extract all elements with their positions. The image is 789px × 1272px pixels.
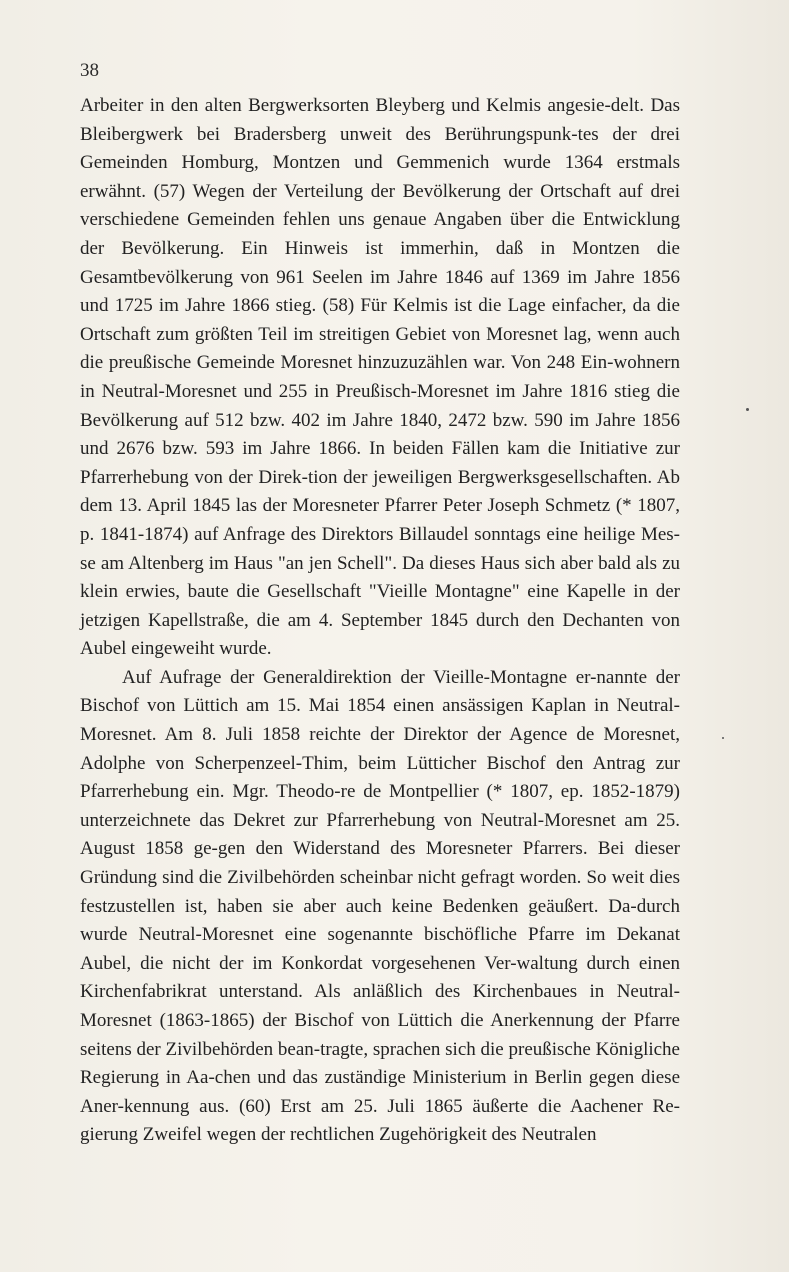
- body-text: [80, 92, 680, 1150]
- paragraph-1: Arbeiter in den alten Bergwerksorten Bleyberg und Kelmis angesie-delt. Das Bleibergwerk bei Bradersberg unweit des Berührungspunk-tes der drei Gemeinden Homburg, Montzen und Gemmenich wurde 1364 erstmals erwähnt. (57) Wegen der Verteilung der Bevölkerung der Ortschaft auf drei verschiedene Gemeinden fehlen uns genaue Angaben über die Entwicklung der Bevölkerung. Ein Hinweis ist immerhin, daß in Montzen die Gesamtbevölkerung von 961 Seelen im Jahre 1846 auf 1369 im Jahre 1856 und 1725 im Jahre 1866 stieg. (58) Für Kelmis ist die Lage einfacher, da die Ortschaft zum größten Teil im streitigen Gebiet von Moresnet lag, wenn auch die preußische Gemeinde Moresnet hinzuzuzählen war. Von 248 Ein-wohnern in Neutral-Moresnet und 255 in Preußisch-Moresnet im Jahre 1816 stieg die Bevölkerung auf 512 bzw. 402 im Jahre 1840, 2472 bzw. 590 im Jahre 1856 und 2676 bzw. 593 im Jahre 1866. In beiden Fällen kam die Initiative zur Pfarrerhebung von der Direk-tion der jeweiligen Bergwerksgesellschaften. Ab dem 13. April 1845 las der Moresneter Pfarrer Peter Joseph Schmetz (* 1807, p. 1841-1874) auf Anfrage des Direktors Billaudel sonntags eine heilige Mes-se am Altenberg im Haus "an jen Schell". Da dieses Haus sich aber bald als zu klein erwies, baute die Gesellschaft "Vieille Montagne" eine Kapelle in der jetzigen Kapellstraße, die am 4. September 1845 durch den Dechanten von Aubel eingeweiht wurde.: [80, 95, 680, 660]
- speck-mark: [722, 737, 724, 739]
- speck-mark: [746, 408, 749, 411]
- page-number: 38: [80, 60, 99, 81]
- paragraph-2: Auf Aufrage der Generaldirektion der Vieille-Montagne er-nannte der Bischof von Lüttich am 15. Mai 1854 einen ansässigen Kaplan in Neutral-Moresnet. Am 8. Juli 1858 reichte der Direktor der Agence de Moresnet, Adolphe von Scherpenzeel-Thim, beim Lütticher Bischof den Antrag zur Pfarrerhebung ein. Mgr. Theodo-re de Montpellier (* 1807, ep. 1852-1879) unterzeichnete das Dekret zur Pfarrerhebung von Neutral-Moresnet am 25. August 1858 ge-gen den Widerstand des Moresneter Pfarrers. Bei dieser Gründung sind die Zivilbehörden scheinbar nicht gefragt worden. So weit dies festzustellen ist, haben sie aber auch keine Bedenken geäußert. Da-durch wurde Neutral-Moresnet eine sogenannte bischöfliche Pfarre im Dekanat Aubel, die nicht der im Konkordat vorgesehenen Ver-waltung durch einen Kirchenfabrikrat unterstand. Als anläßlich des Kirchenbaues in Neutral-Moresnet (1863-1865) der Bischof von Lüttich die Anerkennung der Pfarre seitens der Zivilbehörden bean-tragte, sprachen sich die preußische Königliche Regierung in Aa-chen und das zuständige Ministerium in Berlin gegen diese Aner-kennung aus. (60) Erst am 25. Juli 1865 äußerte die Aachener Re-gierung Zweifel wegen der rechtlichen Zugehörigkeit des Neutralen: [80, 666, 680, 1146]
